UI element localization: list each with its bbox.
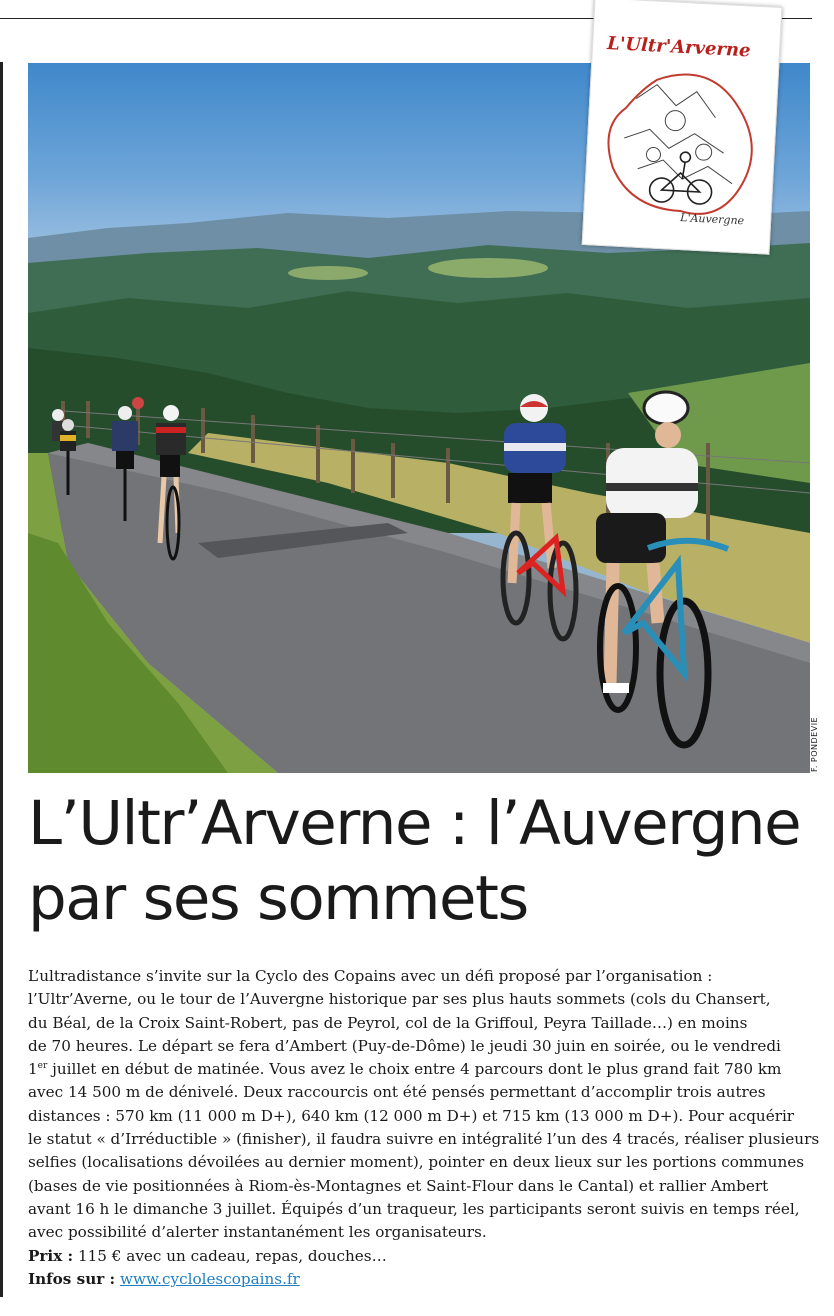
body-line: L’ultradistance s’invite sur la Cyclo des Copains avec un défi proposé par l’organisation : [28,967,713,985]
ordinal-suffix: er [37,1061,48,1072]
price-line [28,1245,818,1268]
headline-line-2: par ses sommets [28,863,528,934]
body-line: distances : 570 km (11 000 m D+), 640 km (12 000 m D+) et 715 km (13 000 m D+). Pour acquérir [28,1106,795,1125]
ordinal-number: 1 [28,1060,38,1079]
body-line-rest: juillet en début de matinée. Vous avez le choix entre 4 parcours dont le plus grand fait 780 km [47,1060,782,1079]
body-line: avec possibilité d’alerter instantanément les organisateurs. [28,1223,487,1242]
cover-title: L'Ultr'Arverne [606,32,751,62]
photo-credit: F. PONDEVIE [810,716,819,772]
article-headline [28,786,818,936]
info-label: Infos sur : [28,1269,116,1288]
body-line: avant 16 h le dimanche 3 juillet. Équipés d’un traqueur, les participants seront suivis en temps réel, [28,1199,800,1218]
info-line [28,1268,818,1291]
website-link[interactable]: www.cyclolescopains.fr [119,1269,300,1288]
body-line: selfies (localisations dévoilées au dernier moment), pointer en deux lieux sur les portions communes [28,1153,805,1172]
body-line: avec 14 500 m de dénivelé. Deux raccourcis ont été pensés permettant d’accomplir trois autres [28,1083,766,1102]
body-line: le statut « d’Irréductible » (finisher), il faudra suivre en intégralité l’un des 4 tracés, réaliser plusieurs [28,1130,820,1149]
left-rule [0,62,3,1297]
article-body [28,965,818,1291]
body-line [28,1058,818,1081]
price-label: Prix : [28,1246,74,1265]
price-value: 115 € avec un cadeau, repas, douches… [73,1246,387,1265]
body-line: de 70 heures. Le départ se fera d’Ambert (Puy-de-Dôme) le jeudi 30 juin en soirée, ou le vendredi [28,1036,781,1055]
cover-subtitle: L'Auvergne [679,211,745,228]
body-line: (bases de vie positionnées à Riom-ès-Montagnes et Saint-Flour dans le Cantal) et rallier Ambert [28,1176,769,1195]
book-cover [582,0,783,255]
body-line: du Béal, de la Croix Saint-Robert, pas de Peyrol, col de la Griffoul, Peyra Taillade…) en moins [28,1013,748,1032]
body-line: l’Ultr’Averne, ou le tour de l’Auvergne historique par ses plus hauts sommets (cols du Chansert, [28,990,771,1009]
headline-line-1: L’Ultr’Arverne : l’Auvergne [28,788,801,859]
